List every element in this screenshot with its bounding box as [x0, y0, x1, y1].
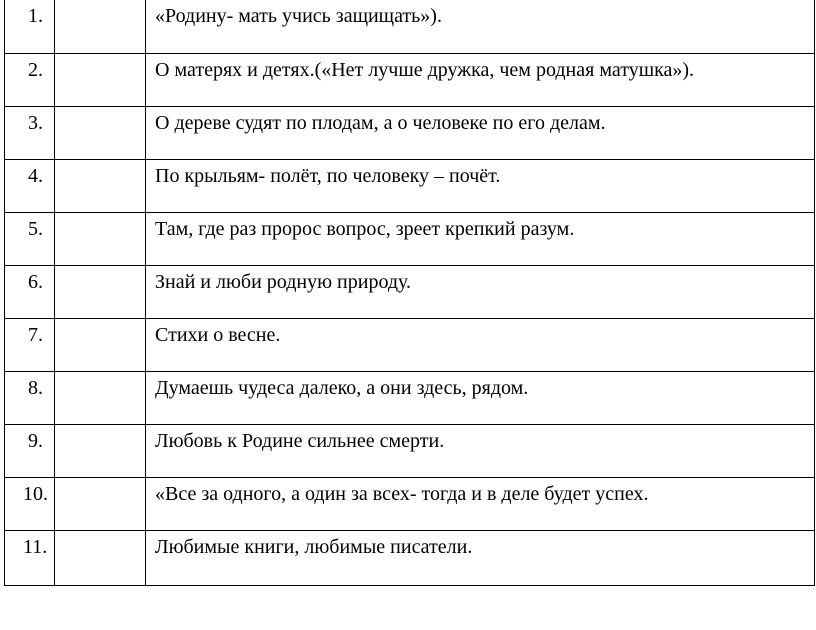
topic-cell — [146, 106, 815, 159]
topic-cell — [146, 371, 815, 424]
row-number: 1. — [28, 5, 43, 27]
table-row — [5, 0, 815, 53]
row-number-cell — [5, 530, 55, 585]
row-number-cell — [5, 53, 55, 106]
topic-text: Любимые книги, любимые писатели. — [155, 535, 473, 558]
topic-text: По крыльям- полёт, по человеку – почёт. — [155, 164, 501, 187]
topic-cell — [146, 265, 815, 318]
row-number-cell — [5, 318, 55, 371]
empty-cell — [55, 0, 146, 53]
empty-cell — [55, 371, 146, 424]
topic-cell — [146, 0, 815, 53]
row-number: 7. — [28, 323, 43, 346]
empty-cell — [55, 477, 146, 530]
row-number-cell — [5, 159, 55, 212]
topic-text: «Родину- мать учись защищать»). — [155, 5, 442, 27]
empty-cell — [55, 265, 146, 318]
row-number-cell — [5, 265, 55, 318]
table-row — [5, 424, 815, 477]
table-row — [5, 265, 815, 318]
row-number: 6. — [28, 270, 43, 293]
empty-cell — [55, 530, 146, 585]
row-number-cell — [5, 477, 55, 530]
topic-cell — [146, 159, 815, 212]
row-number-cell — [5, 371, 55, 424]
row-number-cell — [5, 106, 55, 159]
row-number: 9. — [28, 429, 43, 452]
empty-cell — [55, 159, 146, 212]
table-row — [5, 371, 815, 424]
empty-cell — [55, 53, 146, 106]
table-row — [5, 477, 815, 530]
empty-cell — [55, 424, 146, 477]
table-row — [5, 53, 815, 106]
topic-text: Там, где раз пророс вопрос, зреет крепкий разум. — [155, 217, 575, 240]
empty-cell — [55, 212, 146, 265]
topic-cell — [146, 530, 815, 585]
topic-cell — [146, 212, 815, 265]
topic-text: Думаешь чудеса далеко, а они здесь, рядом. — [155, 376, 529, 399]
table-row — [5, 106, 815, 159]
row-number-cell — [5, 212, 55, 265]
table-row — [5, 318, 815, 371]
row-number-cell — [5, 424, 55, 477]
row-number-cell — [5, 0, 55, 53]
topic-text: Стихи о весне. — [155, 323, 281, 346]
topic-cell — [146, 477, 815, 530]
row-number: 4. — [28, 164, 43, 187]
row-number: 8. — [28, 376, 43, 399]
row-number: 2. — [28, 58, 43, 81]
row-number: 5. — [28, 217, 43, 240]
topic-text: Любовь к Родине сильнее смерти. — [155, 429, 445, 452]
topics-table — [4, 0, 815, 586]
topic-cell — [146, 424, 815, 477]
topic-text: О матерях и детях.(«Нет лучше дружка, чем родная матушка»). — [155, 58, 695, 81]
row-number: 10. — [23, 482, 48, 505]
row-number: 3. — [28, 111, 43, 134]
topic-text: Знай и люби родную природу. — [155, 270, 412, 293]
topic-text: «Все за одного, а один за всех- тогда и в деле будет успех. — [155, 482, 649, 505]
topic-text: О дереве судят по плодам, а о человеке по его делам. — [155, 111, 606, 134]
table-row — [5, 212, 815, 265]
row-number: 11. — [23, 535, 48, 558]
empty-cell — [55, 318, 146, 371]
table-row — [5, 159, 815, 212]
topic-cell — [146, 53, 815, 106]
table-row — [5, 530, 815, 585]
topic-cell — [146, 318, 815, 371]
empty-cell — [55, 106, 146, 159]
